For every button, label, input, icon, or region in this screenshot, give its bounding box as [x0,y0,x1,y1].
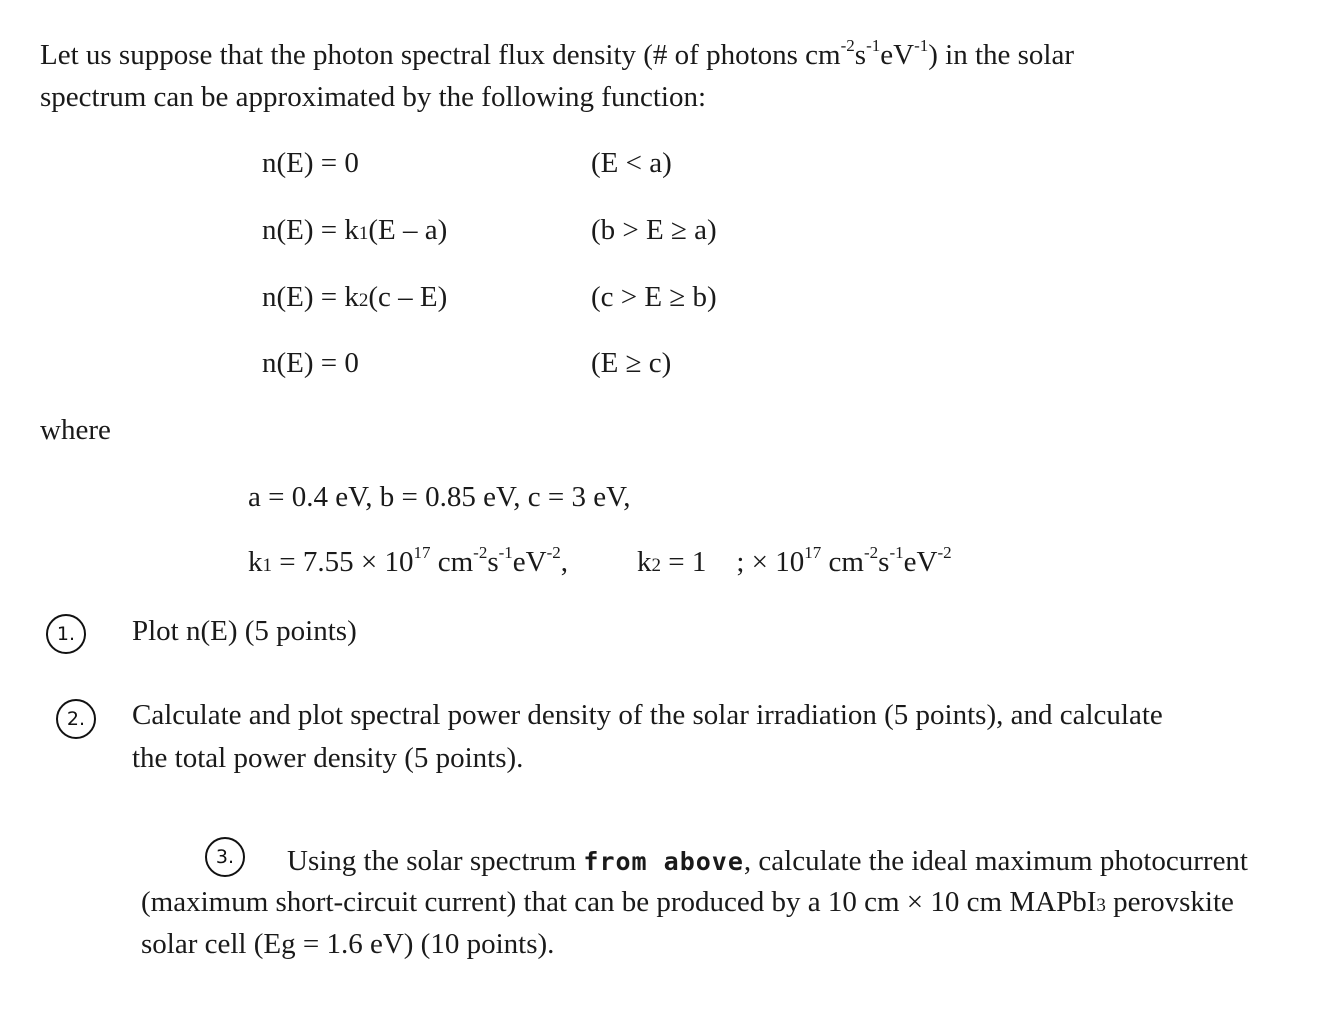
handwritten-annotation: from above [583,847,744,876]
question-1-text: Plot n(E) (5 points) [132,615,357,647]
intro-line-2: spectrum can be approximated by the following function: [40,81,707,113]
question-3-text-line-3: solar cell (Eg = 1.6 eV) (10 points). [141,928,555,960]
question-3-text-line-2: (maximum short-circuit current) that can be produced by a 10 cm × 10 cm MAPbI3 perovskite [141,886,1234,918]
where-label: where [40,414,111,446]
question-3-marker: 3. [205,837,245,877]
equation-2-condition: (b > E ≥ a) [591,214,717,246]
question-1-marker: 1. [46,614,86,654]
question-2-marker: 2. [56,699,96,739]
equation-1-condition: (E < a) [591,147,672,179]
equation-3-expr: n(E) = k2(c – E) [262,281,448,313]
question-2-text-line-2: the total power density (5 points). [132,742,524,774]
equation-1-expr: n(E) = 0 [262,147,359,179]
intro-line-1: Let us suppose that the photon spectral flux density (# of photons $cm^{-2}s^{-1}eV^{-1}$) in the solar [40,36,1074,71]
question-2-text-line-1: Calculate and plot spectral power density of the solar irradiation (5 points), and calculate [132,699,1163,731]
equation-4-condition: (E ≥ c) [591,347,672,379]
equation-3-condition: (c > E ≥ b) [591,281,717,313]
question-3-text-line-1: Using the solar spectrum from above, calculate the ideal maximum photocurrent [287,845,1248,877]
equation-4-expr: n(E) = 0 [262,347,359,379]
equation-2-expr: n(E) = k1(E – a) [262,214,448,246]
params-line-1: a = 0.4 eV, b = 0.85 eV, c = 3 eV, [248,481,631,513]
params-k1: $k1 = 7.55 \times 10^{17}$ $cm^{-2}s^{-1}eV^{-2}$, [248,543,569,578]
params-k2: k2 = 1 ; × $10^{17}$ $cm^{-2}s^{-1}eV^{-2}$ [637,543,952,578]
